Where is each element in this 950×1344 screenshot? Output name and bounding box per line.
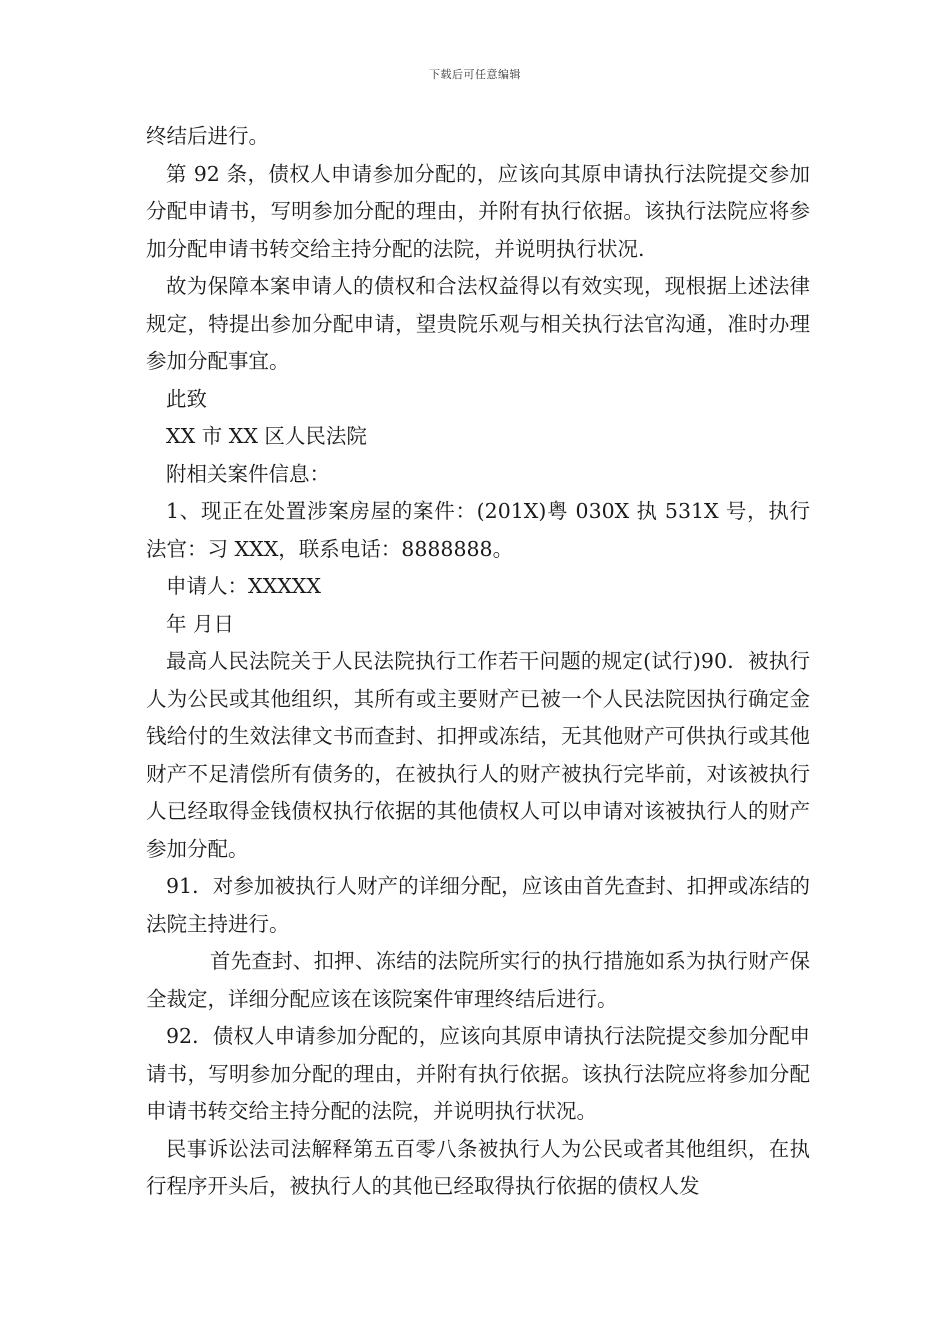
page-header: 下载后可任意编辑: [429, 68, 521, 81]
applicant-line: 申请人：XXXXX: [166, 574, 321, 598]
paragraph-request: 故为保障本案申请人的债权和合法权益得以有效实现，现根据上述法律规定，特提出参加分配申请，望贵院乐观与相关执行法官沟通，准时办理参加分配事宜。: [146, 274, 810, 373]
paragraph-article-92: 第 92 条，债权人申请参加分配的，应该向其原申请执行法院提交参加分配申请书，写明参加分配的理由，并附有执行依据。该执行法院应将参加分配申请书转交给主持分配的法院，并说明执行状况.: [146, 161, 810, 261]
court-name: XX 市 XX 区人民法院: [166, 424, 367, 448]
paragraph-rule-90: 最高人民法院关于人民法院执行工作若干问题的规定(试行)90．被执行人为公民或其他组织，其所有或主要财产已被一个人民法院因执行确定金钱给付的生效法律文书而查封、扣押或冻结，无其他财产可供执行或其他财产不足清偿所有债务的，在被执行人的财产被执行完毕前，对该被执行人已经取得金钱债权执行依据的其他债权人可以申请对该被执行人的财产参加分配。: [146, 649, 810, 861]
paragraph-civil-procedure: 民事诉讼法司法解释第五百零八条被执行人为公民或者其他组织，在执行程序开头后，被执行人的其他已经取得执行依据的债权人发: [146, 1136, 810, 1198]
document-body: [146, 118, 810, 1206]
paragraph-rule-91: 91．对参加被执行人财产的详细分配，应该由首先查封、扣押或冻结的法院主持进行。: [146, 874, 810, 936]
paragraph-rule-91-cont: 首先查封、扣押、冻结的法院所实行的执行措施如系为执行财产保全裁定，详细分配应该在该院案件审理终结后进行。: [146, 949, 810, 1011]
salutation: 此致: [166, 386, 207, 411]
paragraph-continuation: 终结后进行。: [146, 124, 269, 148]
attachment-heading: 附相关案件信息：: [166, 461, 330, 486]
paragraph-rule-92: 92．债权人申请参加分配的，应该向其原申请执行法院提交参加分配申请书，写明参加分配的理由，并附有执行依据。该执行法院应将参加分配申请书转交给主持分配的法院，并说明执行状况。: [146, 1024, 810, 1123]
date-line: 年 月日: [166, 611, 235, 636]
case-info: 1、现正在处置涉案房屋的案件：(201X)粤 030X 执 531X 号，执行法官：习 XXX，联系电话：8888888。: [146, 499, 810, 561]
